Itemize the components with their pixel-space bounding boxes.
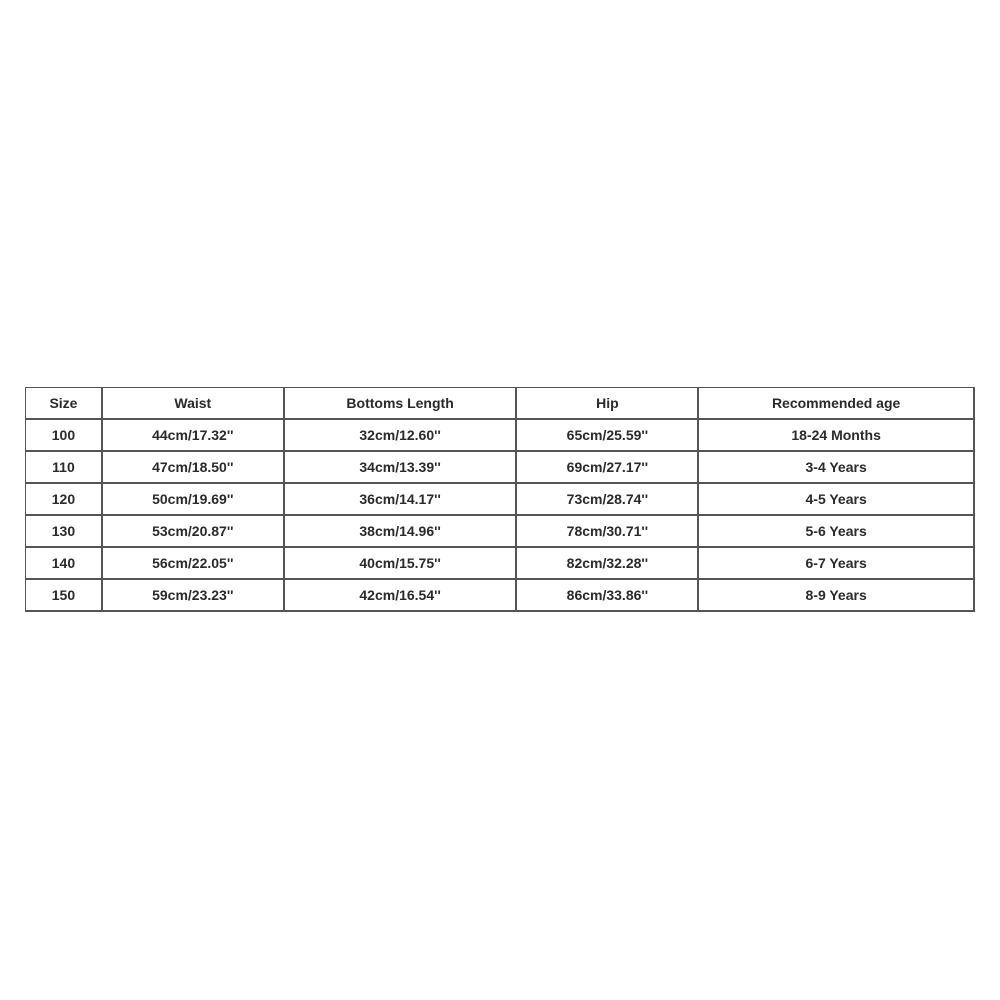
header-bottoms-length: Bottoms Length bbox=[285, 388, 518, 420]
cell-bottoms-length: 40cm/15.75'' bbox=[285, 548, 518, 580]
cell-size: 110 bbox=[26, 452, 103, 484]
table-row bbox=[26, 580, 975, 612]
table-row bbox=[26, 484, 975, 516]
cell-recommended-age: 5-6 Years bbox=[699, 516, 975, 548]
cell-recommended-age: 4-5 Years bbox=[699, 484, 975, 516]
table-row bbox=[26, 548, 975, 580]
cell-hip: 78cm/30.71'' bbox=[517, 516, 699, 548]
cell-recommended-age: 6-7 Years bbox=[699, 548, 975, 580]
cell-waist: 47cm/18.50'' bbox=[103, 452, 285, 484]
header-size: Size bbox=[26, 388, 103, 420]
table-row bbox=[26, 516, 975, 548]
cell-size: 120 bbox=[26, 484, 103, 516]
cell-hip: 86cm/33.86'' bbox=[517, 580, 699, 612]
cell-recommended-age: 18-24 Months bbox=[699, 420, 975, 452]
size-chart-table bbox=[25, 387, 975, 612]
header-recommended-age: Recommended age bbox=[699, 388, 975, 420]
cell-bottoms-length: 34cm/13.39'' bbox=[285, 452, 518, 484]
cell-waist: 59cm/23.23'' bbox=[103, 580, 285, 612]
cell-bottoms-length: 36cm/14.17'' bbox=[285, 484, 518, 516]
cell-size: 150 bbox=[26, 580, 103, 612]
header-waist: Waist bbox=[103, 388, 285, 420]
table-row bbox=[26, 452, 975, 484]
cell-bottoms-length: 38cm/14.96'' bbox=[285, 516, 518, 548]
cell-hip: 65cm/25.59'' bbox=[517, 420, 699, 452]
cell-waist: 44cm/17.32'' bbox=[103, 420, 285, 452]
table-row bbox=[26, 420, 975, 452]
cell-recommended-age: 3-4 Years bbox=[699, 452, 975, 484]
cell-waist: 56cm/22.05'' bbox=[103, 548, 285, 580]
cell-size: 100 bbox=[26, 420, 103, 452]
cell-hip: 82cm/32.28'' bbox=[517, 548, 699, 580]
cell-hip: 69cm/27.17'' bbox=[517, 452, 699, 484]
cell-waist: 50cm/19.69'' bbox=[103, 484, 285, 516]
cell-bottoms-length: 42cm/16.54'' bbox=[285, 580, 518, 612]
cell-recommended-age: 8-9 Years bbox=[699, 580, 975, 612]
header-hip: Hip bbox=[517, 388, 699, 420]
cell-size: 130 bbox=[26, 516, 103, 548]
cell-waist: 53cm/20.87'' bbox=[103, 516, 285, 548]
cell-bottoms-length: 32cm/12.60'' bbox=[285, 420, 518, 452]
cell-hip: 73cm/28.74'' bbox=[517, 484, 699, 516]
header-row bbox=[26, 388, 975, 420]
cell-size: 140 bbox=[26, 548, 103, 580]
